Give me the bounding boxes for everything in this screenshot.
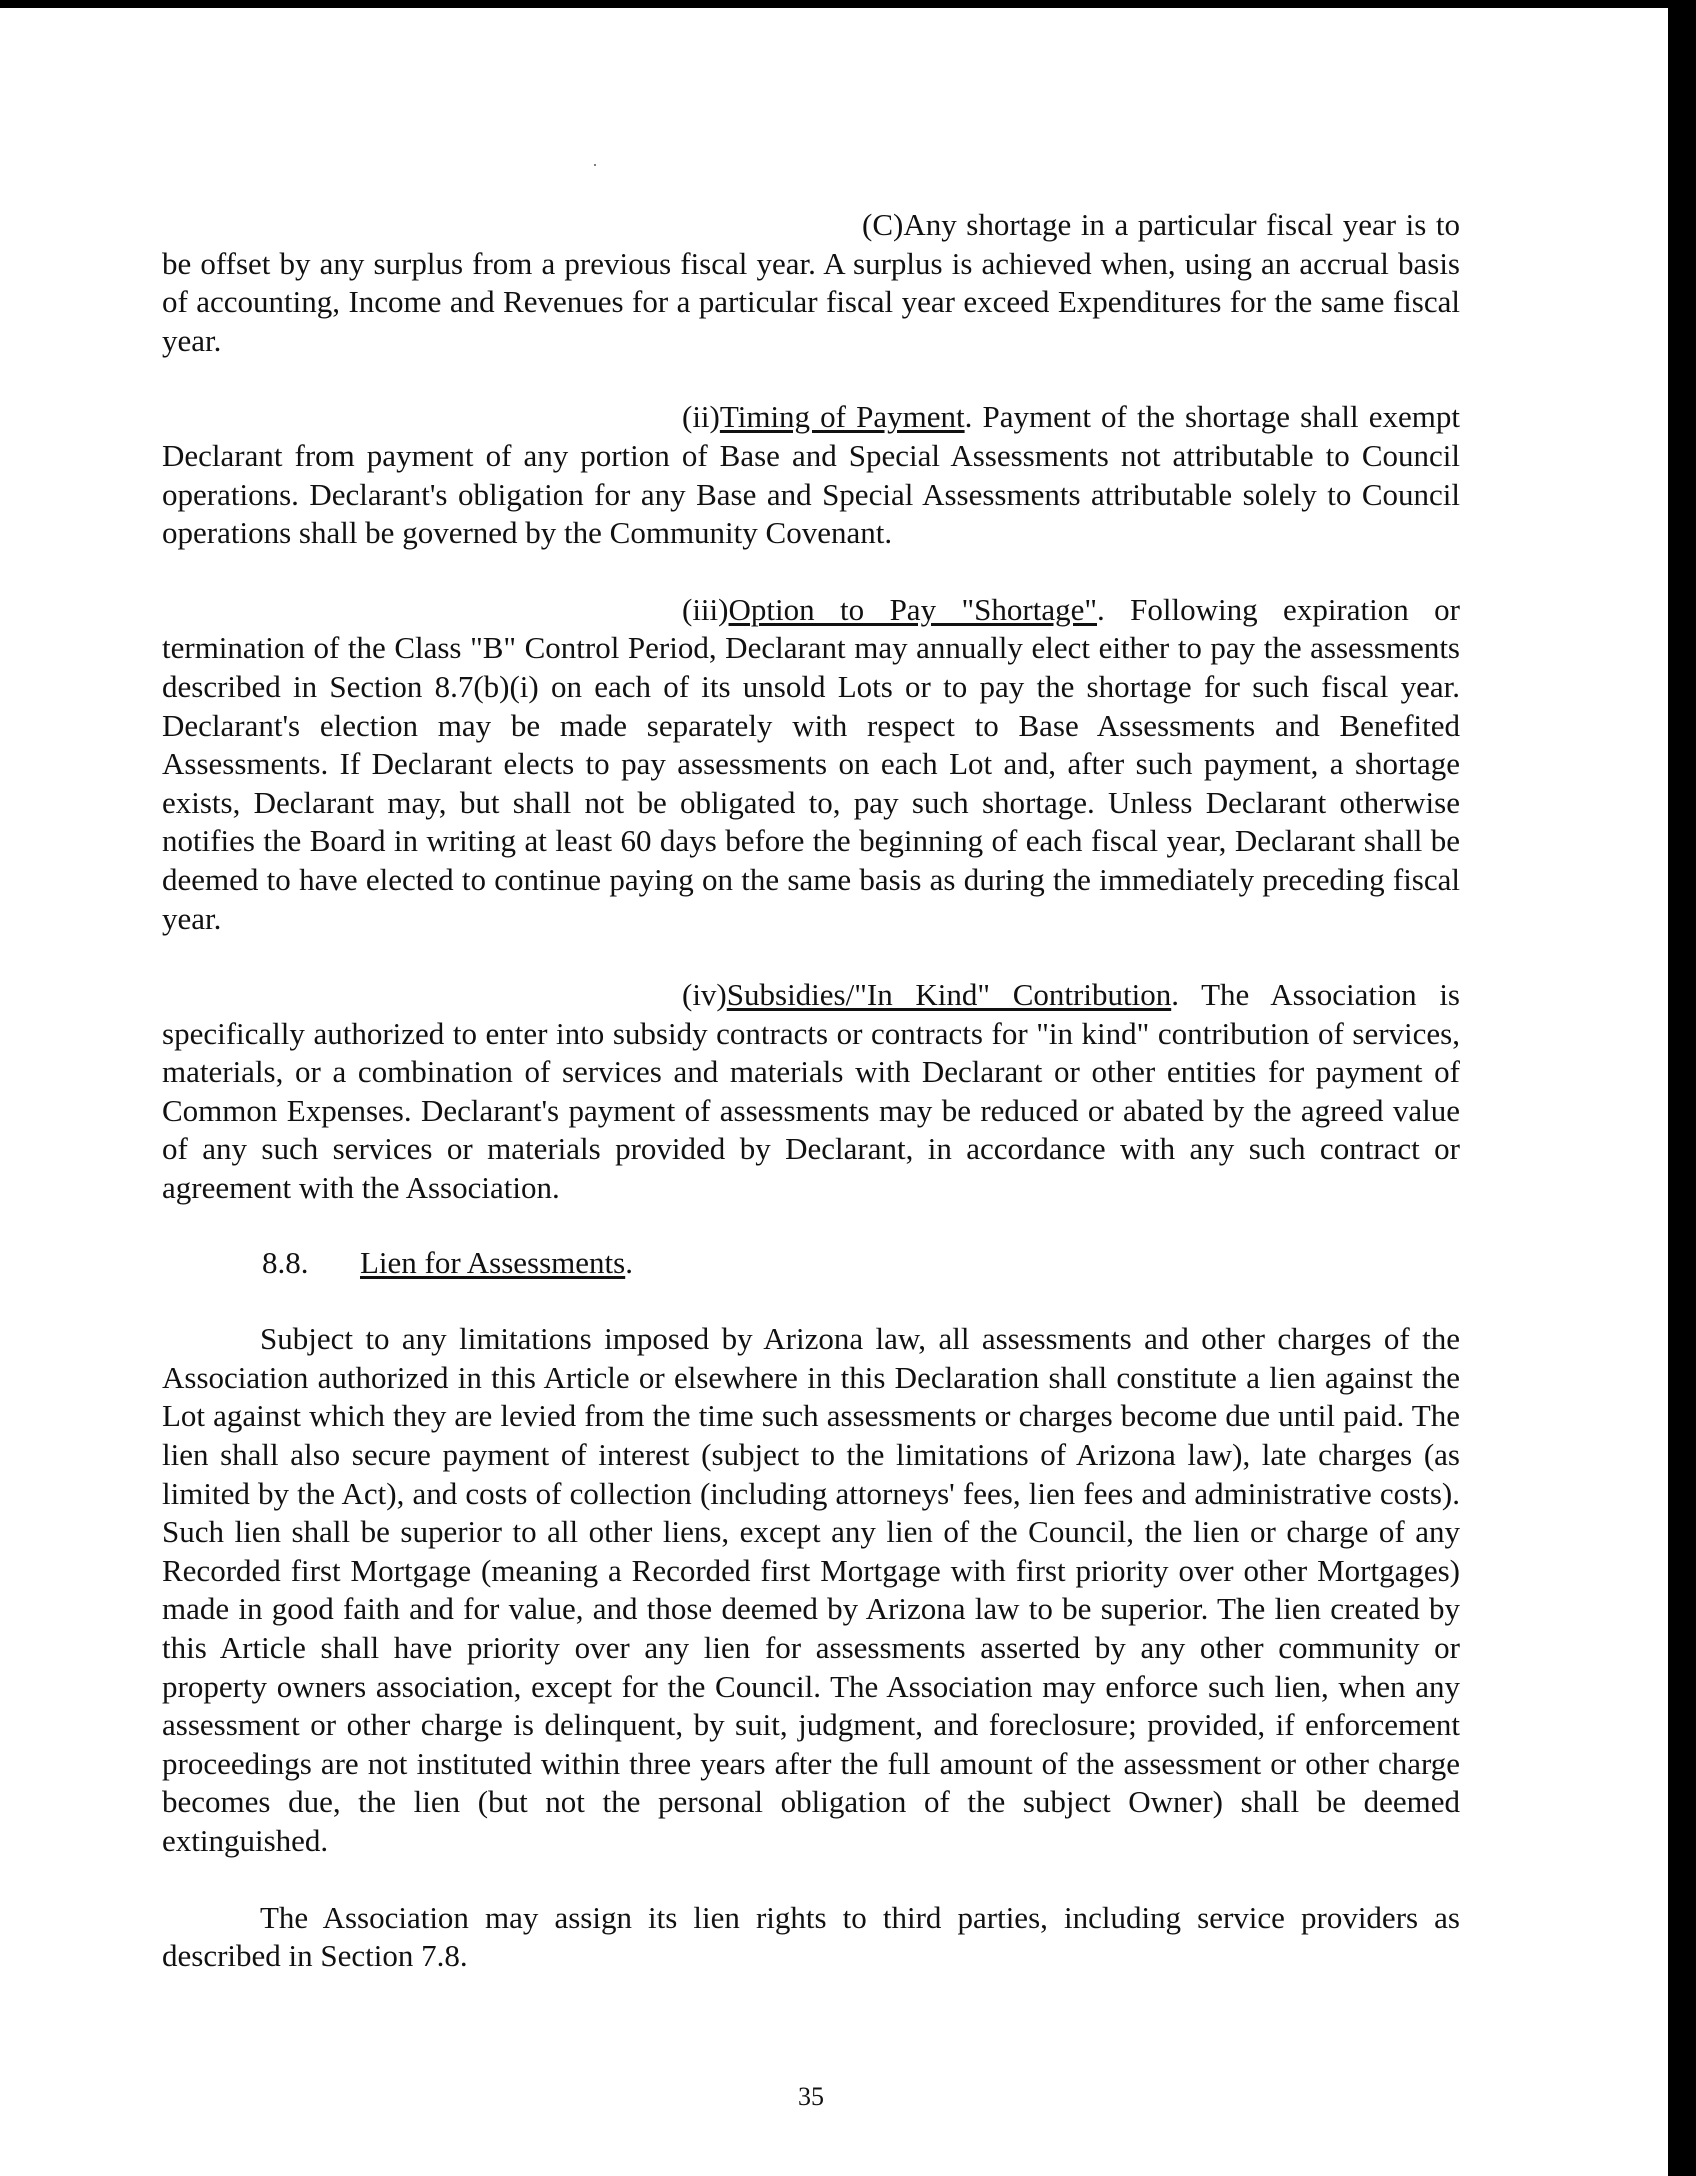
scan-top-border [0, 0, 1696, 8]
paragraph-ii-title: Timing of Payment [719, 399, 965, 435]
paragraph-iii-title: Option to Pay "Shortage" [728, 591, 1097, 627]
paragraph-lien: Subject to any limitations imposed by Arizona law, all assessments and other charges of the Association authorized in this Article or elsewhere in this Declaration shall constitute a lien against the Lot against which they are levied from the time such assessments or charges become due until paid. The lien shall also secure payment of interest (subject to the limitations of Arizona law), late charges (as limited by the Act), and costs of collection (including attorneys' fees, lien fees and administrative costs). Such lien shall be superior to all other liens, except any lien of the Council, the lien or charge of any Recorded first Mortgage (meaning a Recorded first Mortgage with first priority over other Mortgages) made in good faith and for value, and those deemed by Arizona law to be superior. The lien created by this Article shall have priority over any lien for assessments asserted by any other community or property owners association, except for the Council. The Association may enforce such lien, when any assessment or other charge is delinquent, by suit, judgment, and foreclosure; provided, if enforcement proceedings are not instituted within three years after the full amount of the assessment or other charge becomes due, the lien (but not the personal obligation of the subject Owner) shall be deemed extinguished. [162, 1321, 1460, 1858]
section-heading [162, 1244, 1460, 1283]
paragraph-iii-label: (iii) [682, 591, 729, 627]
paragraph-iv-text: . The Association is specifically authorized to enter into subsidy contracts or contracts for "in kind" contribution of services, materials, or a combination of services and materials with Declarant or other entities for payment of Common Expenses. Declarant's payment of assessments may be reduced or abated by the agreed value of any such services or materials provided by Declarant, in accordance with any such contract or agreement with the Association. [162, 977, 1460, 1206]
section-number: 8.8. [262, 1244, 309, 1280]
paragraph-c-label: (C) [862, 207, 904, 242]
paragraph-ii-text: . Payment of the shortage shall exempt Declarant from payment of any portion of Base and Special Assessments not attributable to Council operations. Declarant's obligation for any Base and Special Assessments attributable solely to Council operations shall be governed by the Community Covenant. [162, 399, 1460, 551]
paragraph-ii [162, 398, 1460, 552]
section-title-suffix: . [625, 1244, 633, 1280]
page-number: 35 [798, 2082, 824, 2111]
paragraph-ii-label: (ii) [682, 399, 720, 435]
paragraph-c [162, 206, 1460, 360]
paragraph-iii [162, 591, 1460, 938]
paragraph-iv-label: (iv) [682, 977, 727, 1013]
section-title: Lien for Assessments [360, 1244, 626, 1280]
paragraph-iv [162, 976, 1460, 1208]
scan-right-border [1668, 0, 1696, 2176]
paragraph-iv-title: Subsidies/"In Kind" Contribution [726, 977, 1172, 1013]
paragraph-assign: The Association may assign its lien rights to third parties, including service providers as described in Section 7.8. [162, 1899, 1460, 1974]
paragraph-c-text: Any shortage in a particular fiscal year is to be offset by any surplus from a previous fiscal year. A surplus is achieved when, using an accrual basis of accounting, Income and Revenues for a particular fiscal year exceed Expenditures for the same fiscal year. [162, 207, 1460, 358]
document-body [162, 206, 1460, 1976]
scan-speck [594, 164, 596, 166]
paragraph-iii-text: . Following expiration or termination of the Class "B" Control Period, Declarant may annually elect either to pay the assessments described in Section 8.7(b)(i) on each of its unsold Lots or to pay the shortage for such fiscal year. Declarant's election may be made separately with respect to Base Assessments and Benefited Assessments. If Declarant elects to pay assessments on each Lot and, after such payment, a shortage exists, Declarant may, but shall not be obligated to, pay such shortage. Unless Declarant otherwise notifies the Board in writing at least 60 days before the beginning of each fiscal year, Declarant shall be deemed to have elected to continue paying on the same basis as during the immediately preceding fiscal year. [162, 591, 1460, 936]
